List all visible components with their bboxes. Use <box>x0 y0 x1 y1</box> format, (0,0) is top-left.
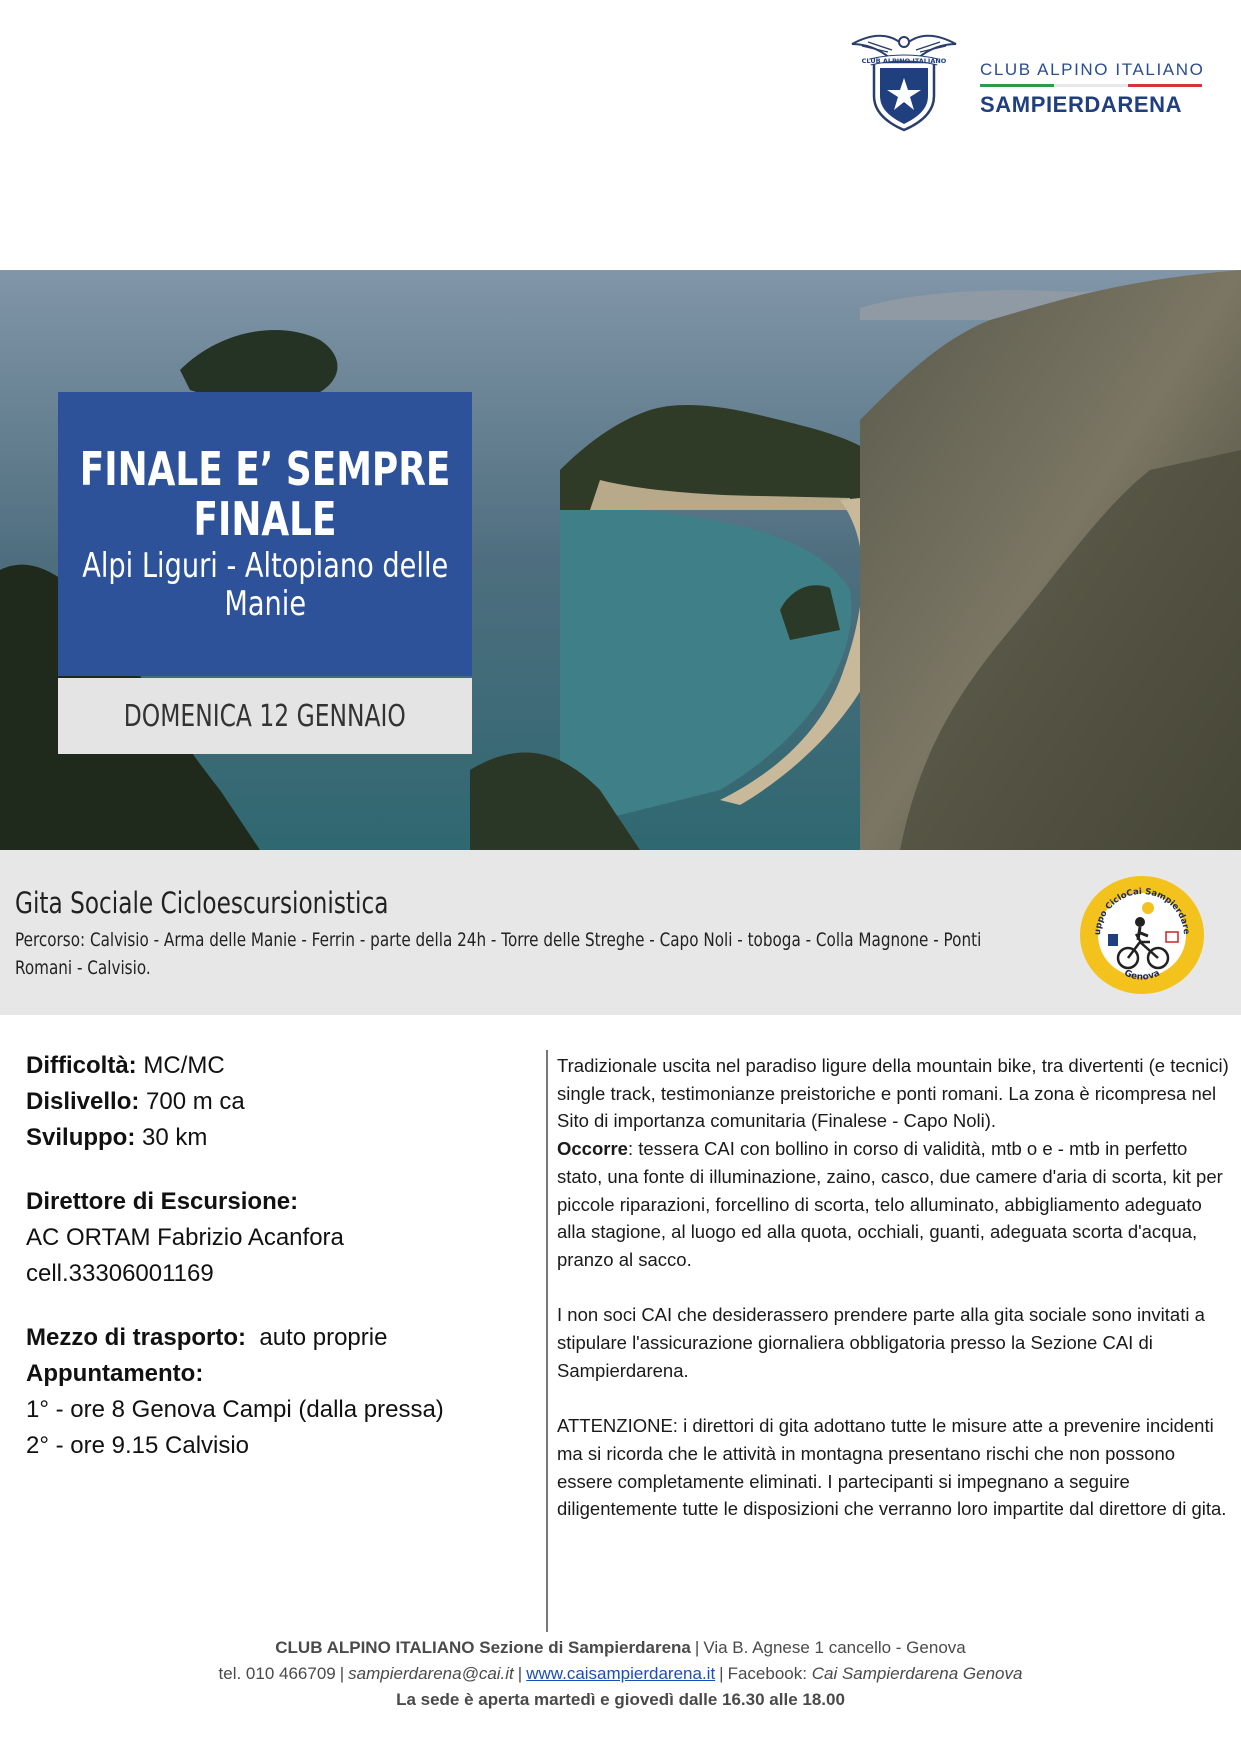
director-name: AC ORTAM Fabrizio Acanfora <box>26 1224 344 1251</box>
page-footer: CLUB ALPINO ITALIANO Sezione di Sampierdarena | Via B. Agnese 1 cancello - Genova tel. 010 466709 | sampierdarena@cai.it | www.caisampierdarena.it | Facebook: Cai Sampierdarena Genova La sede è aperta martedì e giovedì dalle 16.30 alle 18.00 <box>0 1635 1241 1713</box>
footer-phone: tel. 010 466709 <box>218 1664 336 1683</box>
trip-description <box>557 1052 1229 1551</box>
badge-top-text: uppo CicloCai Sampierdare <box>1092 886 1192 936</box>
event-subtitle: Alpi Liguri - Altopiano delle Manie <box>81 546 449 624</box>
director-label: Direttore di Escursione: <box>26 1188 299 1215</box>
difficulty-label: Difficoltà: <box>26 1052 137 1079</box>
column-divider <box>546 1050 548 1632</box>
director-phone: cell.33306001169 <box>26 1260 214 1287</box>
org-name-bottom: SAMPIERDARENA <box>980 92 1183 117</box>
requirements-text: : tessera CAI con bollino in corso di validità, mtb o e - mtb in perfetto stato, una fonte di illuminazione, zaino, casco, due camere d'aria di scorta, kit per piccole riparazioni, forcellino di scorta, telo alluminato, abbigliamento adeguato alla stagione, al luogo ed alla quota, occhiali, guanti, adeguata scorta d'acqua, pranzo al sacco. <box>557 1138 1223 1270</box>
transport-value: auto proprie <box>259 1324 388 1351</box>
length-row <box>26 1120 526 1156</box>
footer-email-link[interactable]: sampierdarena@cai.it <box>348 1664 514 1683</box>
footer-facebook-label: Facebook: <box>727 1664 807 1683</box>
requirements-label: Occorre <box>557 1138 628 1160</box>
transport-row <box>26 1320 526 1356</box>
transport-label: Mezzo di trasporto: <box>26 1324 246 1351</box>
footer-separator: | <box>694 1638 700 1657</box>
event-date: DOMENICA 12 GENNAIO <box>123 698 407 734</box>
org-name-top: CLUB ALPINO ITALIANO <box>980 60 1205 79</box>
elevation-row <box>26 1084 526 1120</box>
footer-address: Via B. Agnese 1 cancello - Genova <box>703 1638 966 1657</box>
footer-facebook-page[interactable]: Cai Sampierdarena Genova <box>811 1664 1023 1683</box>
emblem-banner-text: CLUB ALPINO ITALIANO <box>861 57 947 65</box>
trip-details <box>26 1048 526 1464</box>
badge-bottom-text: Genova <box>1122 968 1162 983</box>
band-heading: Gita Sociale Cicloescursionistica <box>15 886 389 920</box>
route-label: Percorso: <box>15 929 86 951</box>
meeting-first: 1° - ore 8 Genova Campi (dalla pressa) <box>26 1396 444 1423</box>
elevation-value: 700 m ca <box>146 1088 245 1115</box>
difficulty-row <box>26 1048 526 1084</box>
meeting-label: Appuntamento: <box>26 1360 204 1387</box>
footer-org: CLUB ALPINO ITALIANO Sezione di Sampierdarena <box>275 1638 691 1657</box>
cai-emblem-logo <box>848 26 960 134</box>
event-title: FINALE E’ SEMPRE FINALE <box>79 441 451 546</box>
non-members-paragraph: I non soci CAI che desiderassero prendere parte alla gita sociale sono invitati a stipulare l'assicurazione giornaliera obbligatoria presso la Sezione CAI di Sampierdarena. <box>557 1304 1205 1381</box>
difficulty-value: MC/MC <box>143 1052 225 1079</box>
warning-paragraph: ATTENZIONE: i direttori di gita adottano tutte le misure atte a prevenire incidenti ma si ricorda che le attività in montagna presentano rischi che non possono essere completamente eliminati. I partecipanti si impegnano a seguire diligentemente tutte le disposizioni che verranno loro impartite dal direttore di gita. <box>557 1415 1227 1520</box>
meeting-second: 2° - ore 9.15 Calvisio <box>26 1432 250 1459</box>
elevation-label: Dislivello: <box>26 1088 140 1115</box>
ciclocai-badge-logo <box>1078 874 1206 996</box>
route-description <box>15 926 1007 982</box>
event-title-box <box>58 392 472 676</box>
footer-website-link[interactable]: www.caisampierdarena.it <box>526 1664 716 1683</box>
length-label: Sviluppo: <box>26 1124 136 1151</box>
event-date-box <box>58 678 472 754</box>
description-intro: Tradizionale uscita nel paradiso ligure della mountain bike, tra divertenti (e tecnici) single track, testimonianze preistoriche e ponti romani. La zona è ricompresa nel Sito di importanza comunitaria (Finalese - Capo Noli). <box>557 1055 1229 1132</box>
length-value: 30 km <box>142 1124 208 1151</box>
route-text: Calvisio - Arma delle Manie - Ferrin - parte della 24h - Torre delle Streghe - Capo Noli - toboga - Colla Magnone - Ponti Romani - Calvisio. <box>15 929 982 979</box>
footer-opening-hours: La sede è aperta martedì e giovedì dalle 16.30 alle 18.00 <box>396 1690 845 1709</box>
italian-flag-stripe <box>980 84 1202 87</box>
requirements-paragraph <box>557 1135 1229 1274</box>
